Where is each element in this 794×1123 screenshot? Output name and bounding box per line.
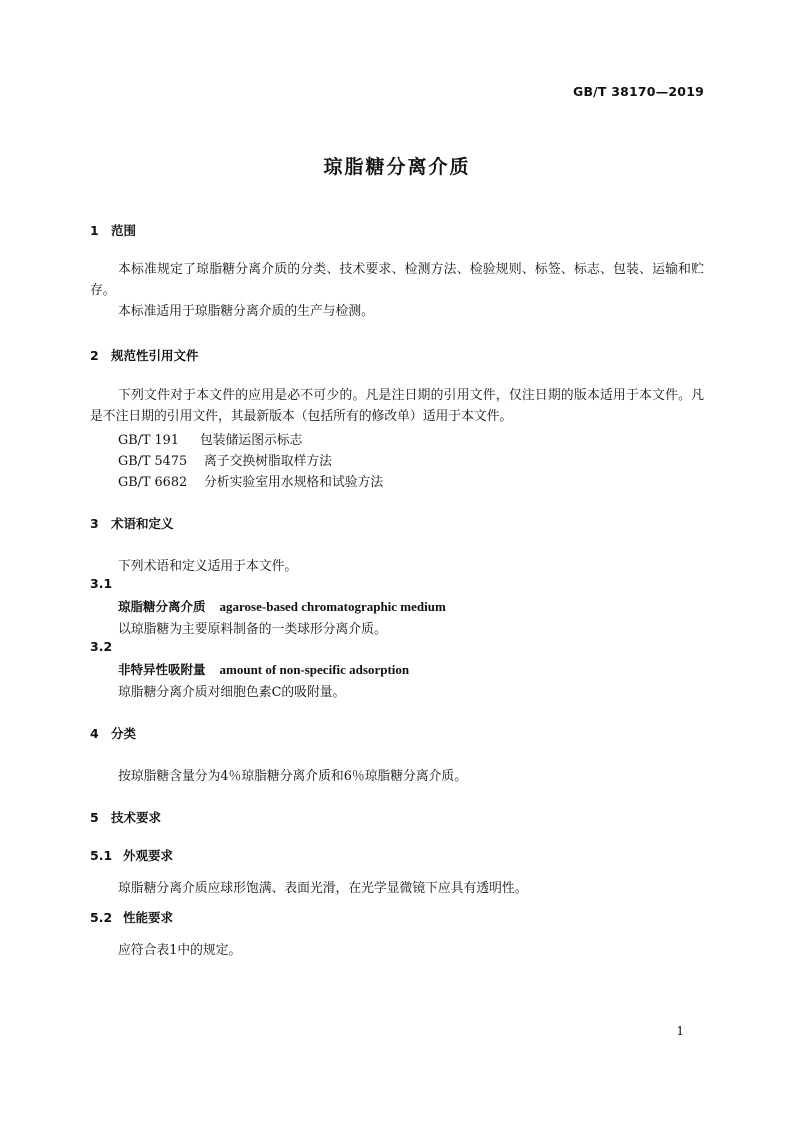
section-number: 4 xyxy=(90,726,99,741)
term-definition: 以琼脂糖为主要原料制备的一类球形分离介质。 xyxy=(118,622,387,637)
section-number: 2 xyxy=(90,348,99,363)
term-zh: 琼脂糖分离介质 xyxy=(118,599,206,614)
document-title: 琼脂糖分离介质 xyxy=(323,156,471,178)
reference-code: GB/T 6682 xyxy=(118,475,188,490)
section-heading-4 xyxy=(90,724,136,742)
section-title: 规范性引用文件 xyxy=(111,348,199,363)
section-title: 术语和定义 xyxy=(111,516,174,531)
standard-code: GB/T 38170—2019 xyxy=(572,84,704,99)
subsection-number: 5.2 xyxy=(90,910,113,925)
subsection-number: 5.1 xyxy=(90,848,113,863)
reference-title: 分析实验室用水规格和试验方法 xyxy=(204,475,384,490)
reference-title: 包装储运图示标志 xyxy=(200,433,303,448)
term-number: 3.2 xyxy=(90,639,113,654)
normative-reference xyxy=(118,471,383,490)
paragraph: 本标准适用于琼脂糖分离介质的生产与检测。 xyxy=(118,304,374,319)
term-entry xyxy=(118,597,446,615)
section-title: 范围 xyxy=(111,223,137,238)
subsection-heading-5-2 xyxy=(90,908,173,926)
section-heading-3 xyxy=(90,514,174,532)
section-title: 技术要求 xyxy=(111,810,162,825)
section-heading-2 xyxy=(90,346,199,364)
term-en: amount of non-specific adsorption xyxy=(219,662,410,677)
paragraph: 下列术语和定义适用于本文件。 xyxy=(118,559,298,574)
subsection-title: 性能要求 xyxy=(123,910,174,925)
normative-reference xyxy=(118,450,332,469)
section-number: 3 xyxy=(90,516,99,531)
section-heading-1 xyxy=(90,221,136,239)
term-zh: 非特异性吸附量 xyxy=(118,662,206,677)
paragraph: 下列文件对于本文件的应用是必不可少的。凡是注日期的引用文件，仅注日期的版本适用于本文件。凡是不注日期的引用文件，其最新版本（包括所有的修改单）适用于本文件。 xyxy=(90,388,704,424)
section-heading-5 xyxy=(90,808,161,826)
page-number: 1 xyxy=(676,1024,684,1038)
term-number: 3.1 xyxy=(90,576,113,591)
subsection-heading-5-1 xyxy=(90,846,173,864)
term-en: agarose-based chromatographic medium xyxy=(219,599,446,614)
reference-title: 离子交换树脂取样方法 xyxy=(204,454,332,469)
reference-code: GB/T 191 xyxy=(118,433,179,448)
section-number: 5 xyxy=(90,810,99,825)
paragraph: 琼脂糖分离介质应球形饱满、表面光滑，在光学显微镜下应具有透明性。 xyxy=(118,881,528,896)
normative-reference xyxy=(118,429,302,448)
paragraph: 本标准规定了琼脂糖分离介质的分类、技术要求、检测方法、检验规则、标签、标志、包装、运输和贮存。 xyxy=(90,262,704,298)
term-definition: 琼脂糖分离介质对细胞色素C的吸附量。 xyxy=(118,685,346,700)
paragraph: 应符合表1中的规定。 xyxy=(118,943,242,958)
section-title: 分类 xyxy=(111,726,137,741)
reference-code: GB/T 5475 xyxy=(118,454,188,469)
subsection-title: 外观要求 xyxy=(123,848,174,863)
paragraph: 按琼脂糖含量分为4％琼脂糖分离介质和6％琼脂糖分离介质。 xyxy=(118,769,468,784)
section-number: 1 xyxy=(90,223,99,238)
term-entry xyxy=(118,660,409,678)
